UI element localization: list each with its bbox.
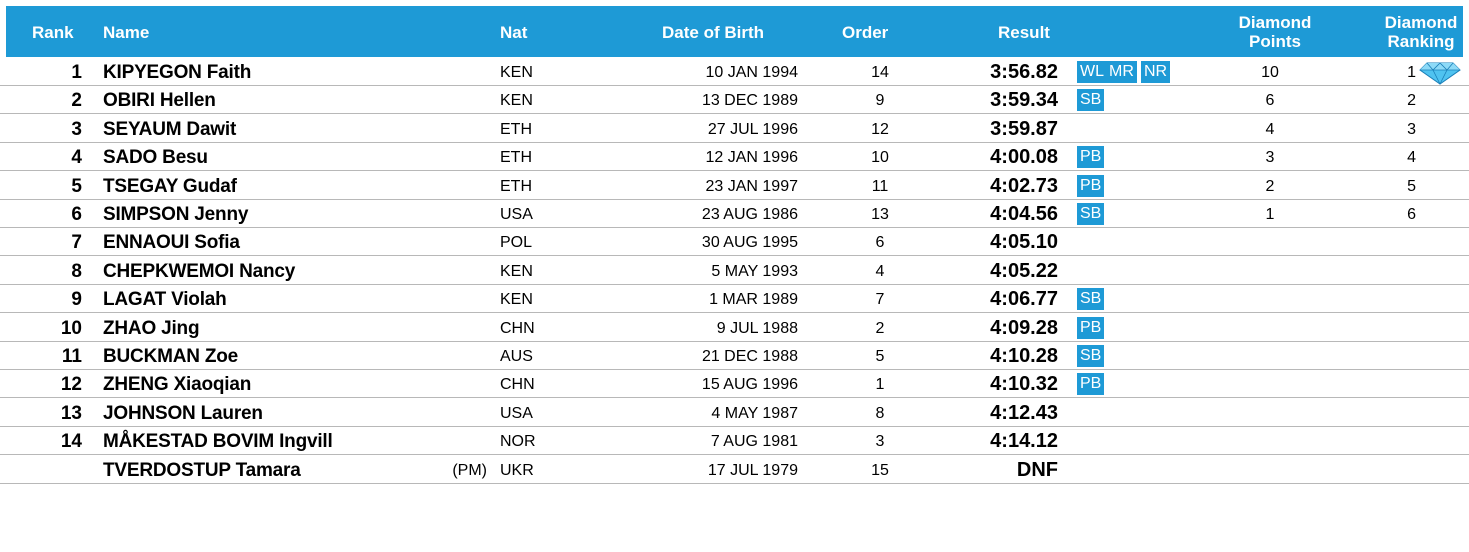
rank-cell: 12	[60, 374, 82, 396]
diamond-ranking-cell: 6	[1407, 206, 1416, 223]
name-cell: CHEPKWEMOI Nancy	[103, 260, 296, 282]
dob-cell: 27 JUL 1996	[707, 120, 798, 138]
nat-cell: KEN	[500, 262, 533, 280]
rank-cell: 14	[60, 431, 82, 453]
name-cell: BUCKMAN Zoe	[103, 346, 239, 367]
record-badge: MR	[1106, 61, 1137, 83]
order-cell: 4	[875, 262, 885, 280]
dob-cell: 4 MAY 1987	[711, 404, 798, 422]
diamond-points-cell: 3	[1265, 149, 1275, 167]
dob-cell: 23 JAN 1997	[705, 177, 798, 195]
name-cell: SIMPSON Jenny	[103, 204, 249, 225]
table-row	[0, 316, 1469, 342]
dob-cell: 5 MAY 1993	[711, 262, 798, 280]
dob-cell: 30 AUG 1995	[701, 234, 798, 252]
nat-cell: USA	[500, 206, 533, 223]
header-rank: Rank	[32, 23, 74, 42]
pacemaker-cell	[405, 202, 487, 227]
order-cell: 13	[871, 206, 889, 223]
nat-cell: USA	[500, 404, 533, 422]
result-cell: 4:02.73	[990, 174, 1058, 197]
order-cell: 2	[875, 319, 885, 337]
diamond-points-cell	[1220, 458, 1320, 483]
nat-cell: CHN	[500, 376, 535, 394]
result-cell: 4:14.12	[990, 430, 1058, 453]
diamond-ranking-cell	[1350, 372, 1416, 397]
nat-cell: AUS	[500, 348, 533, 365]
rank-cell: 1	[71, 62, 82, 83]
dob-cell: 15 AUG 1996	[701, 376, 798, 394]
diamond-points-cell	[1220, 259, 1320, 284]
result-cell: 4:00.08	[990, 146, 1058, 169]
table-row	[0, 60, 1469, 86]
result-cell: 4:05.10	[990, 231, 1058, 254]
order-cell: 6	[875, 234, 885, 252]
record-badge: SB	[1077, 203, 1104, 225]
result-cell: 4:06.77	[990, 288, 1058, 311]
nat-cell: POL	[500, 234, 533, 252]
diamond-points-cell	[1220, 401, 1320, 426]
pacemaker-cell	[405, 174, 487, 199]
rank-cell: 10	[60, 317, 82, 339]
name-cell: ZHAO Jing	[103, 317, 200, 339]
table-row	[0, 429, 1469, 455]
table-row	[0, 259, 1469, 285]
order-cell: 1	[875, 376, 885, 394]
diamond-points-cell: 6	[1265, 92, 1275, 110]
table-row	[0, 117, 1469, 143]
table-row	[0, 174, 1469, 200]
diamond-ranking-cell	[1350, 429, 1416, 454]
header-diamond-ranking-line1: Diamond	[1384, 13, 1458, 32]
diamond-points-cell	[1220, 344, 1320, 369]
pacemaker-cell	[405, 117, 487, 142]
dob-cell: 10 JAN 1994	[705, 64, 798, 81]
header-name: Name	[103, 23, 150, 42]
nat-cell: UKR	[500, 461, 534, 479]
order-cell: 11	[871, 177, 889, 195]
diamond-points-cell	[1220, 316, 1320, 341]
pacemaker-cell	[405, 344, 487, 369]
name-cell: MÅKESTAD BOVIM Ingvill	[103, 431, 333, 453]
nat-cell: KEN	[500, 64, 533, 81]
record-badge: SB	[1077, 345, 1104, 367]
diamond-points-cell: 2	[1265, 177, 1275, 195]
pacemaker-cell: (PM)	[452, 461, 487, 479]
result-cell: 4:12.43	[990, 401, 1058, 424]
diamond-ranking-cell	[1350, 259, 1416, 284]
name-cell: KIPYEGON Faith	[103, 62, 252, 83]
rank-cell: 3	[71, 118, 82, 140]
dob-cell: 23 AUG 1986	[701, 206, 798, 223]
diamond-points-cell	[1220, 429, 1320, 454]
order-cell: 14	[871, 64, 889, 81]
nat-cell: KEN	[500, 92, 533, 110]
diamond-ranking-cell: 4	[1407, 149, 1416, 167]
result-cell: 3:59.34	[990, 89, 1058, 112]
rank-cell: 5	[71, 175, 82, 197]
diamond-ranking-cell: 5	[1407, 177, 1416, 195]
name-cell: ZHENG Xiaoqian	[103, 374, 252, 396]
pacemaker-cell	[405, 60, 487, 85]
name-cell: LAGAT Violah	[103, 289, 227, 311]
dob-cell: 7 AUG 1981	[710, 433, 798, 451]
diamond-points-cell: 10	[1261, 64, 1279, 81]
record-badge: SB	[1077, 89, 1104, 111]
name-cell: ENNAOUI Sofia	[103, 232, 240, 254]
record-badge: PB	[1077, 146, 1104, 168]
name-cell: OBIRI Hellen	[103, 90, 216, 112]
table-row	[0, 372, 1469, 398]
rank-cell: 7	[71, 232, 82, 254]
record-badge: SB	[1077, 288, 1104, 310]
order-cell: 12	[871, 120, 889, 138]
diamond-ranking-cell: 1	[1407, 64, 1416, 81]
pacemaker-cell	[405, 230, 487, 255]
pacemaker-cell	[405, 316, 487, 341]
diamond-ranking-cell	[1350, 344, 1416, 369]
pacemaker-cell	[405, 287, 487, 312]
table-row	[0, 88, 1469, 114]
result-cell: 3:59.87	[990, 117, 1058, 140]
header-result: Result	[998, 23, 1050, 42]
rank-cell: 11	[61, 346, 82, 367]
rank-cell: 2	[71, 90, 82, 112]
dob-cell: 13 DEC 1989	[701, 92, 798, 110]
header-order: Order	[842, 23, 889, 42]
diamond-ranking-cell: 2	[1407, 92, 1416, 110]
order-cell: 3	[875, 433, 885, 451]
result-cell: 3:56.82	[990, 61, 1058, 83]
pacemaker-cell	[405, 429, 487, 454]
header-diamond-points-line1: Diamond	[1238, 13, 1312, 32]
result-cell: 4:10.32	[990, 373, 1058, 396]
pacemaker-cell	[405, 372, 487, 397]
name-cell: SADO Besu	[103, 147, 208, 169]
record-badge: WL	[1077, 61, 1107, 83]
rank-cell: 8	[71, 260, 82, 282]
diamond-ranking-cell	[1350, 287, 1416, 312]
table-row	[0, 145, 1469, 171]
record-badge: PB	[1077, 317, 1104, 339]
dob-cell: 17 JUL 1979	[707, 461, 798, 479]
record-badge: NR	[1141, 61, 1170, 83]
diamond-points-cell	[1220, 372, 1320, 397]
header-dob: Date of Birth	[662, 23, 764, 42]
result-cell: 4:05.22	[990, 259, 1058, 282]
diamond-ranking-cell	[1350, 401, 1416, 426]
result-cell: 4:04.56	[990, 203, 1058, 225]
order-cell: 8	[875, 404, 885, 422]
diamond-points-cell: 1	[1265, 206, 1275, 223]
table-row	[0, 344, 1469, 370]
diamond-ranking-cell	[1350, 458, 1416, 483]
rank-cell	[20, 458, 82, 483]
order-cell: 7	[875, 291, 885, 309]
name-cell: JOHNSON Lauren	[103, 402, 263, 424]
dob-cell: 9 JUL 1988	[716, 319, 798, 337]
header-diamond-ranking-line2: Ranking	[1387, 32, 1455, 51]
nat-cell: ETH	[500, 177, 532, 195]
rank-cell: 6	[71, 204, 82, 225]
diamond-ranking-cell	[1350, 316, 1416, 341]
order-cell: 15	[871, 461, 889, 479]
diamond-ranking-cell: 3	[1407, 120, 1416, 138]
nat-cell: ETH	[500, 120, 532, 138]
table-header	[6, 6, 1463, 57]
name-cell: SEYAUM Dawit	[103, 118, 237, 140]
diamond-points-cell	[1220, 230, 1320, 255]
nat-cell: NOR	[500, 433, 536, 451]
rank-cell: 13	[60, 402, 82, 424]
name-cell: TSEGAY Gudaf	[103, 175, 237, 197]
pacemaker-cell	[405, 88, 487, 113]
record-badge: PB	[1077, 373, 1104, 395]
result-cell: DNF	[1016, 458, 1058, 481]
table-row	[0, 202, 1469, 228]
diamond-points-cell: 4	[1265, 120, 1275, 138]
name-cell: TVERDOSTUP Tamara	[103, 459, 301, 481]
nat-cell: KEN	[500, 291, 533, 309]
table-row	[0, 230, 1469, 256]
dob-cell: 1 MAR 1989	[709, 291, 798, 309]
pacemaker-cell	[405, 259, 487, 284]
dob-cell: 21 DEC 1988	[701, 348, 798, 365]
table-row	[0, 458, 1469, 484]
table-row	[0, 401, 1469, 427]
nat-cell: ETH	[500, 149, 532, 167]
diamond-icon	[1419, 61, 1461, 85]
table-row	[0, 287, 1469, 313]
nat-cell: CHN	[500, 319, 535, 337]
order-cell: 10	[871, 149, 889, 167]
diamond-ranking-cell	[1350, 230, 1416, 255]
rank-cell: 9	[71, 289, 82, 311]
pacemaker-cell	[405, 145, 487, 170]
diamond-points-cell	[1220, 287, 1320, 312]
dob-cell: 12 JAN 1996	[705, 149, 798, 167]
order-cell: 5	[875, 348, 885, 365]
header-nat: Nat	[500, 23, 528, 42]
result-cell: 4:10.28	[990, 345, 1058, 367]
pacemaker-cell	[405, 401, 487, 426]
order-cell: 9	[875, 92, 885, 110]
record-badge: PB	[1077, 175, 1104, 197]
rank-cell: 4	[71, 147, 82, 169]
header-diamond-points-line2: Points	[1249, 32, 1301, 51]
result-cell: 4:09.28	[990, 316, 1058, 339]
